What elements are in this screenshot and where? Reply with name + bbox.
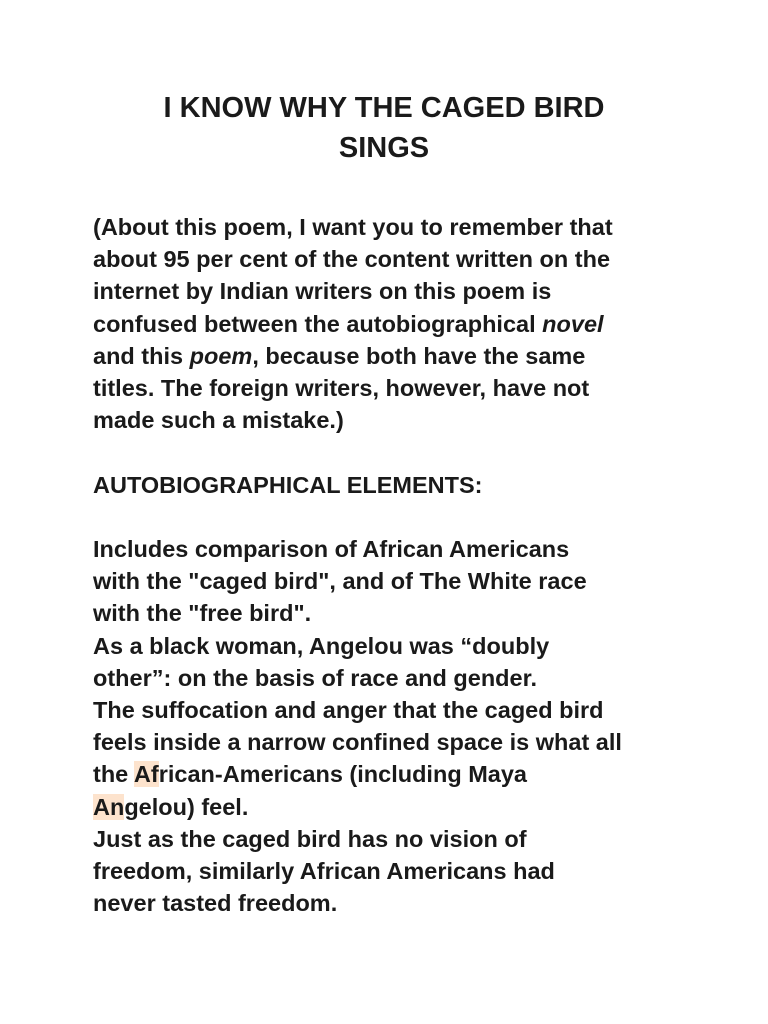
point-text: the	[93, 761, 134, 788]
intro-line: internet by Indian writers on this poem is	[93, 278, 552, 305]
intro-line	[93, 308, 693, 340]
title-line-2: SINGS	[338, 132, 430, 164]
intro-line: titles. The foreign writers, however, have not	[93, 375, 590, 402]
point-text: rican-Americans (including Maya	[158, 761, 527, 788]
intro-italic-poem: poem	[189, 342, 253, 369]
point-text: gelou) feel.	[124, 793, 249, 820]
intro-line: (About this poem, I want you to remember that	[93, 214, 613, 240]
intro-italic-novel: novel	[542, 310, 604, 337]
point-line: freedom, similarly African Americans had	[93, 858, 555, 885]
highlighted-text: An	[93, 793, 125, 820]
title-line-1: I KNOW WHY THE CAGED BIRD	[163, 92, 605, 124]
point-line: As a black woman, Angelou was “doubly	[93, 632, 550, 659]
point-line: feels inside a narrow confined space is what all	[93, 729, 622, 756]
intro-line: about 95 per cent of the content written on the	[93, 246, 611, 273]
elements-paragraph	[93, 533, 693, 919]
intro-line: made such a mistake.)	[93, 407, 344, 434]
point-line: with the "caged bird", and of The White race	[93, 568, 587, 595]
highlighted-text: Af	[133, 761, 159, 788]
intro-paragraph	[93, 211, 693, 436]
point-line	[93, 791, 693, 823]
point-line: with the "free bird".	[93, 600, 312, 627]
point-line: Includes comparison of African Americans	[93, 536, 570, 562]
intro-text: and this	[93, 342, 190, 369]
intro-line	[93, 340, 693, 372]
section-heading	[93, 469, 693, 501]
intro-text: confused between the autobiographical	[93, 310, 543, 337]
section-heading-text: AUTOBIOGRAPHICAL ELEMENTS:	[93, 472, 483, 498]
intro-text: , because both have the same	[252, 342, 586, 369]
page-title	[90, 88, 678, 168]
point-line: The suffocation and anger that the caged bird	[93, 697, 604, 724]
point-line: never tasted freedom.	[93, 890, 338, 917]
point-line: other”: on the basis of race and gender.	[93, 664, 537, 691]
point-line	[93, 758, 693, 790]
point-line: Just as the caged bird has no vision of	[93, 825, 527, 852]
